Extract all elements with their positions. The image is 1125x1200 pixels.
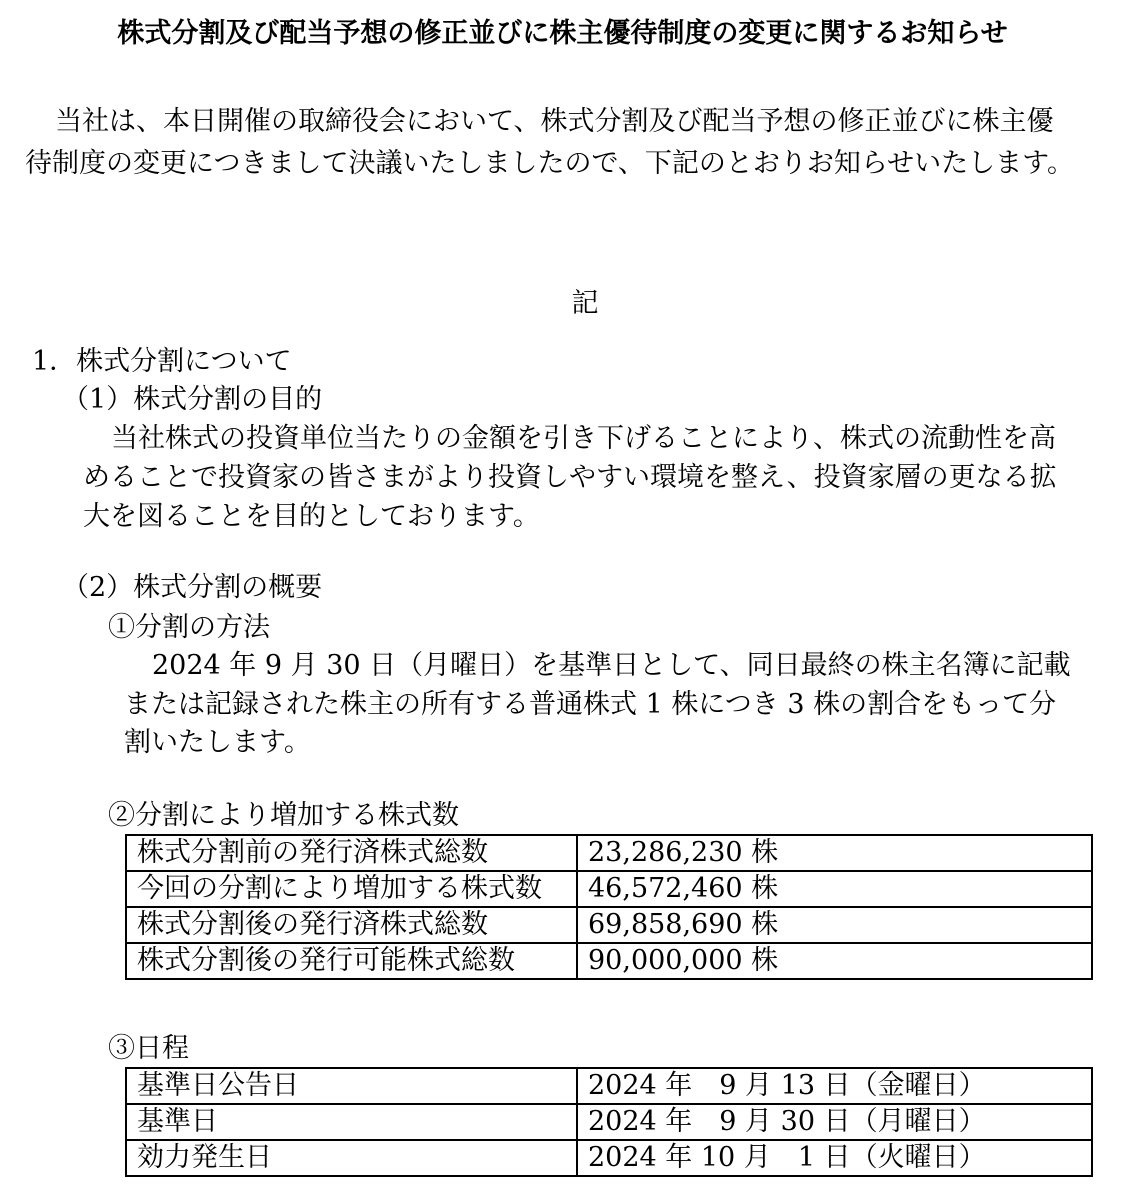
subsection-2-heading: （2）株式分割の概要: [62, 572, 323, 603]
row-value: 90,000,000 株: [577, 943, 1092, 979]
document-title: 株式分割及び配当予想の修正並びに株主優待制度の変更に関するお知らせ: [117, 18, 1008, 49]
row-value: 2024 年 10 月 1 日（火曜日）: [577, 1140, 1092, 1176]
row-label: 基準日公告日: [126, 1068, 577, 1104]
row-label: 株式分割前の発行済株式総数: [126, 835, 577, 871]
purpose-line-1: 当社株式の投資単位当たりの金額を引き下げることにより、株式の流動性を高: [111, 423, 1056, 454]
method-line-3: 割いたします。: [124, 727, 311, 758]
method-line-1: 2024 年 9 月 30 日（月曜日）を基準日として、同日最終の株主名簿に記載: [152, 650, 1071, 681]
method-heading: ①分割の方法: [108, 612, 270, 643]
row-label: 基準日: [126, 1104, 577, 1140]
row-value: 2024 年 9 月 13 日（金曜日）: [577, 1068, 1092, 1104]
row-label: 株式分割後の発行済株式総数: [126, 907, 577, 943]
row-label: 効力発生日: [126, 1140, 577, 1176]
purpose-line-3: 大を図ることを目的としております。: [83, 501, 540, 532]
schedule-heading: ③日程: [108, 1033, 189, 1064]
increase-heading: ②分割により増加する株式数: [108, 800, 459, 831]
table-row: [126, 943, 1092, 979]
ki-heading: 記: [571, 288, 599, 319]
method-line-2: または記録された株主の所有する普通株式 1 株につき 3 株の割合をもって分: [124, 689, 1057, 720]
purpose-line-2: めることで投資家の皆さまがより投資しやすい環境を整え、投資家層の更なる拡: [83, 462, 1057, 493]
section-1-heading: 1．株式分割について: [32, 346, 292, 377]
table-row: [126, 871, 1092, 907]
table-row: [126, 1140, 1092, 1176]
row-value: 2024 年 9 月 30 日（月曜日）: [577, 1104, 1092, 1140]
share-increase-table: [125, 834, 1093, 980]
schedule-table: [125, 1067, 1093, 1177]
row-label: 今回の分割により増加する株式数: [126, 871, 577, 907]
row-value: 46,572,460 株: [577, 871, 1092, 907]
intro-line-2: 待制度の変更につきまして決議いたしましたので、下記のとおりお知らせいたします。: [25, 148, 1074, 179]
table-row: [126, 907, 1092, 943]
table-row: [126, 1104, 1092, 1140]
table-row: [126, 1068, 1092, 1104]
intro-line-1: 当社は、本日開催の取締役会において、株式分割及び配当予想の修正並びに株主優: [55, 106, 1054, 137]
table-row: [126, 835, 1092, 871]
row-label: 株式分割後の発行可能株式総数: [126, 943, 577, 979]
subsection-1-heading: （1）株式分割の目的: [62, 384, 323, 415]
row-value: 23,286,230 株: [577, 835, 1092, 871]
row-value: 69,858,690 株: [577, 907, 1092, 943]
